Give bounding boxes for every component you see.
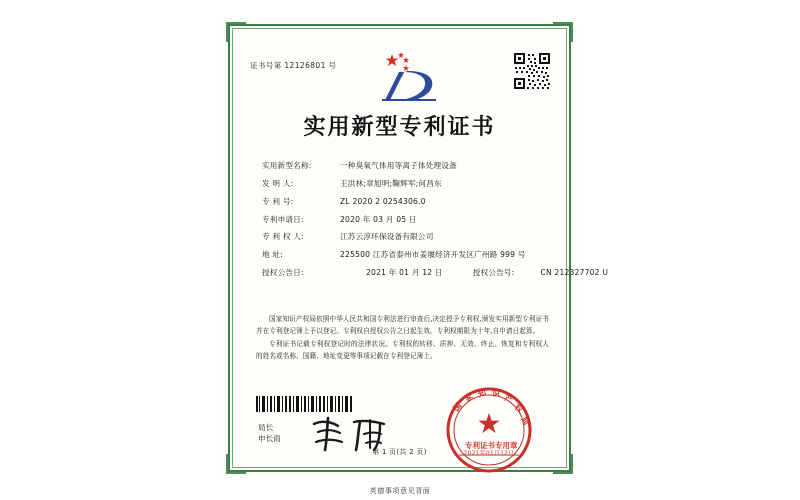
- legal-paragraph-2: 专利证书记载专利权登记时的法律状况。专利权的转移、质押、无效、终止、恢复和专利权人的姓名或名称、国籍、地址变更等事项记载在专利登记簿上。: [256, 340, 549, 360]
- field-label-patent-number: 专 利 号:: [262, 196, 294, 206]
- field-value-patent-number: ZL 2020 2 0254306.0: [340, 196, 426, 206]
- corner-ornament-bottom-right: [553, 454, 573, 474]
- seal-date: 2021年01月12日: [463, 450, 515, 457]
- field-row: [262, 180, 547, 188]
- document-title: 实用新型专利证书: [303, 115, 496, 140]
- director-block: [258, 422, 281, 444]
- field-label-application-date: 专利申请日:: [262, 214, 304, 224]
- field-row: [262, 216, 547, 224]
- svg-text:产: 产: [503, 393, 514, 405]
- field-label-patentee: 专 利 权 人:: [262, 232, 304, 242]
- field-row: [262, 251, 547, 259]
- svg-text:专利证书专用章: 专利证书专用章: [465, 441, 518, 450]
- field-value-grant-publication-number: CN 212327702 U: [540, 268, 609, 278]
- barcode-icon: [256, 396, 352, 412]
- qr-code-icon: [513, 52, 551, 90]
- field-row: [262, 233, 547, 241]
- field-label-utility-model-name: 实用新型名称:: [262, 161, 312, 170]
- director-name: 申长雨: [258, 434, 281, 443]
- field-value-application-date: 2020 年 03 月 05 日: [340, 214, 417, 224]
- field-value-utility-model-name: 一种臭氧气体用等离子体处理设备: [340, 161, 457, 170]
- field-label-address: 地 址:: [262, 250, 283, 260]
- corner-ornament-bottom-left: [226, 454, 246, 474]
- field-row: [262, 198, 547, 206]
- director-label: 局长: [258, 423, 274, 432]
- svg-text:家: 家: [462, 391, 475, 404]
- field-row: [262, 162, 547, 170]
- field-value-address: 225500 江苏省泰州市姜堰经济开发区广州路 999 号: [340, 250, 526, 260]
- patent-certificate: [222, 18, 609, 478]
- svg-text:权: 权: [512, 402, 525, 415]
- field-value-inventors: 王洪林;章旭明;鞠辉军;何昌东: [340, 178, 442, 188]
- patent-fields: [262, 161, 609, 287]
- field-value-grant-date: 2021 年 01 月 12 日: [366, 268, 443, 278]
- svg-text:国: 国: [451, 401, 464, 414]
- official-red-seal: [445, 386, 533, 474]
- svg-text:知: 知: [476, 387, 488, 399]
- legal-body-text: [256, 314, 549, 364]
- field-label-inventors: 发 明 人:: [262, 178, 294, 188]
- legal-paragraph-1: 国家知识产权局依照中华人民共和国专利法进行审查后,决定授予专利权,颁发实用新型专利证书并在专利登记簿上予以登记。专利权自授权公告之日起生效。专利权期限为十年,自申请日起算。: [256, 315, 549, 335]
- corner-ornament-top-left: [226, 22, 246, 42]
- certificate-number: 证书号第 12126801 号: [250, 61, 337, 70]
- field-row: [262, 268, 609, 278]
- svg-text:识: 识: [491, 389, 501, 399]
- field-label-grant-date: 授权公告日:: [262, 268, 304, 278]
- field-label-grant-publication-number: 授权公告号:: [472, 268, 515, 278]
- footer-caption: 英德事项意见背面: [369, 487, 431, 495]
- page-number: 第 1 页(共 2 页): [372, 448, 427, 456]
- field-value-patentee: 江苏云淳环保设备有限公司: [340, 232, 434, 242]
- svg-text:局: 局: [519, 414, 532, 427]
- corner-ornament-top-right: [553, 22, 573, 42]
- patent-office-emblem-icon: [352, 50, 448, 102]
